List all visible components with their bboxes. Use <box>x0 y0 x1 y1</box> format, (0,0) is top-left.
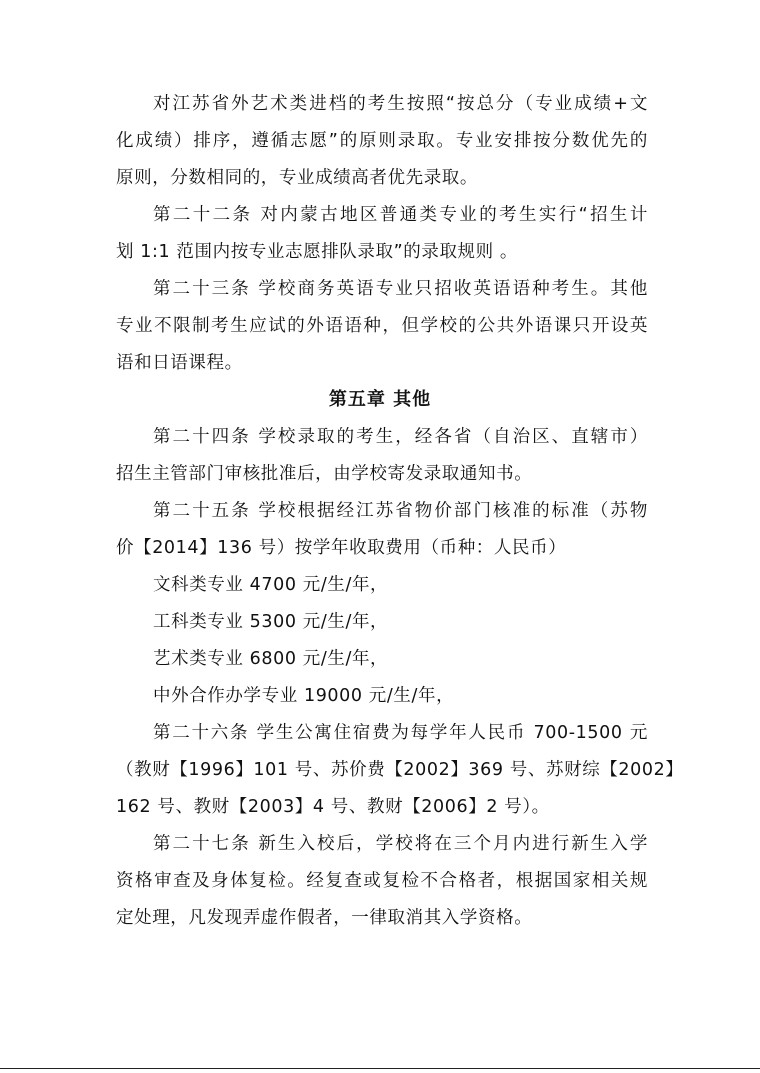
chapter-heading: 第五章 其他 <box>328 389 432 410</box>
article-27-text: 第二十七条 新生入校后，学校将在三个月内进行新生入学 <box>153 834 648 854</box>
body-text-line: 对江苏省外艺术类进档的考生按照“按总分（专业成绩+文 <box>153 94 648 114</box>
body-text-line: 招生主管部门审核批准后，由学校寄发录取通知书。 <box>116 464 533 484</box>
article-24-text: 第二十四条 学校录取的考生，经各省（自治区、直辖市） <box>153 427 648 447</box>
fee-item: 艺术类专业 6800 元/生/年， <box>153 649 389 669</box>
fee-item: 文科类专业 4700 元/生/年， <box>153 575 389 595</box>
page-bottom-rule <box>0 1068 760 1069</box>
article-23-text: 第二十三条 学校商务英语专业只招收英语语种考生。其他 <box>153 279 648 299</box>
body-text-line: （教财【1996】101 号、苏价费【2002】369 号、苏财综【2002】 <box>116 760 684 780</box>
body-text-line: 162 号、教财【2003】4 号、教财【2006】2 号）。 <box>116 797 550 817</box>
article-25-text: 第二十五条 学校根据经江苏省物价部门核准的标准（苏物 <box>153 501 648 521</box>
body-text-line: 化成绩）排序，遵循志愿”的原则录取。专业安排按分数优先的 <box>116 131 648 151</box>
article-22-text: 第二十二条 对内蒙古地区普通类专业的考生实行“招生计 <box>153 205 648 225</box>
body-text-line: 原则，分数相同的，专业成绩高者优先录取。 <box>116 168 478 188</box>
body-text-line: 专业不限制考生应试的外语语种，但学校的公共外语课只开设英 <box>116 316 648 336</box>
body-text-line: 定处理，凡发现弄虚作假者，一律取消其入学资格。 <box>116 908 533 928</box>
body-text-line: 资格审查及身体复检。经复查或复检不合格者，根据国家相关规 <box>116 871 648 891</box>
body-text-line: 语和日语课程。 <box>116 353 243 373</box>
body-text-line: 划 1:1 范围内按专业志愿排队录取”的录取规则 。 <box>116 242 519 262</box>
fee-item: 中外合作办学专业 19000 元/生/年， <box>153 686 455 706</box>
body-text-line: 价【2014】136 号）按学年收取费用（币种：人民币） <box>116 538 567 558</box>
article-26-text: 第二十六条 学生公寓住宿费为每学年人民币 700-1500 元 <box>153 723 648 743</box>
fee-item: 工科类专业 5300 元/生/年， <box>153 612 389 632</box>
